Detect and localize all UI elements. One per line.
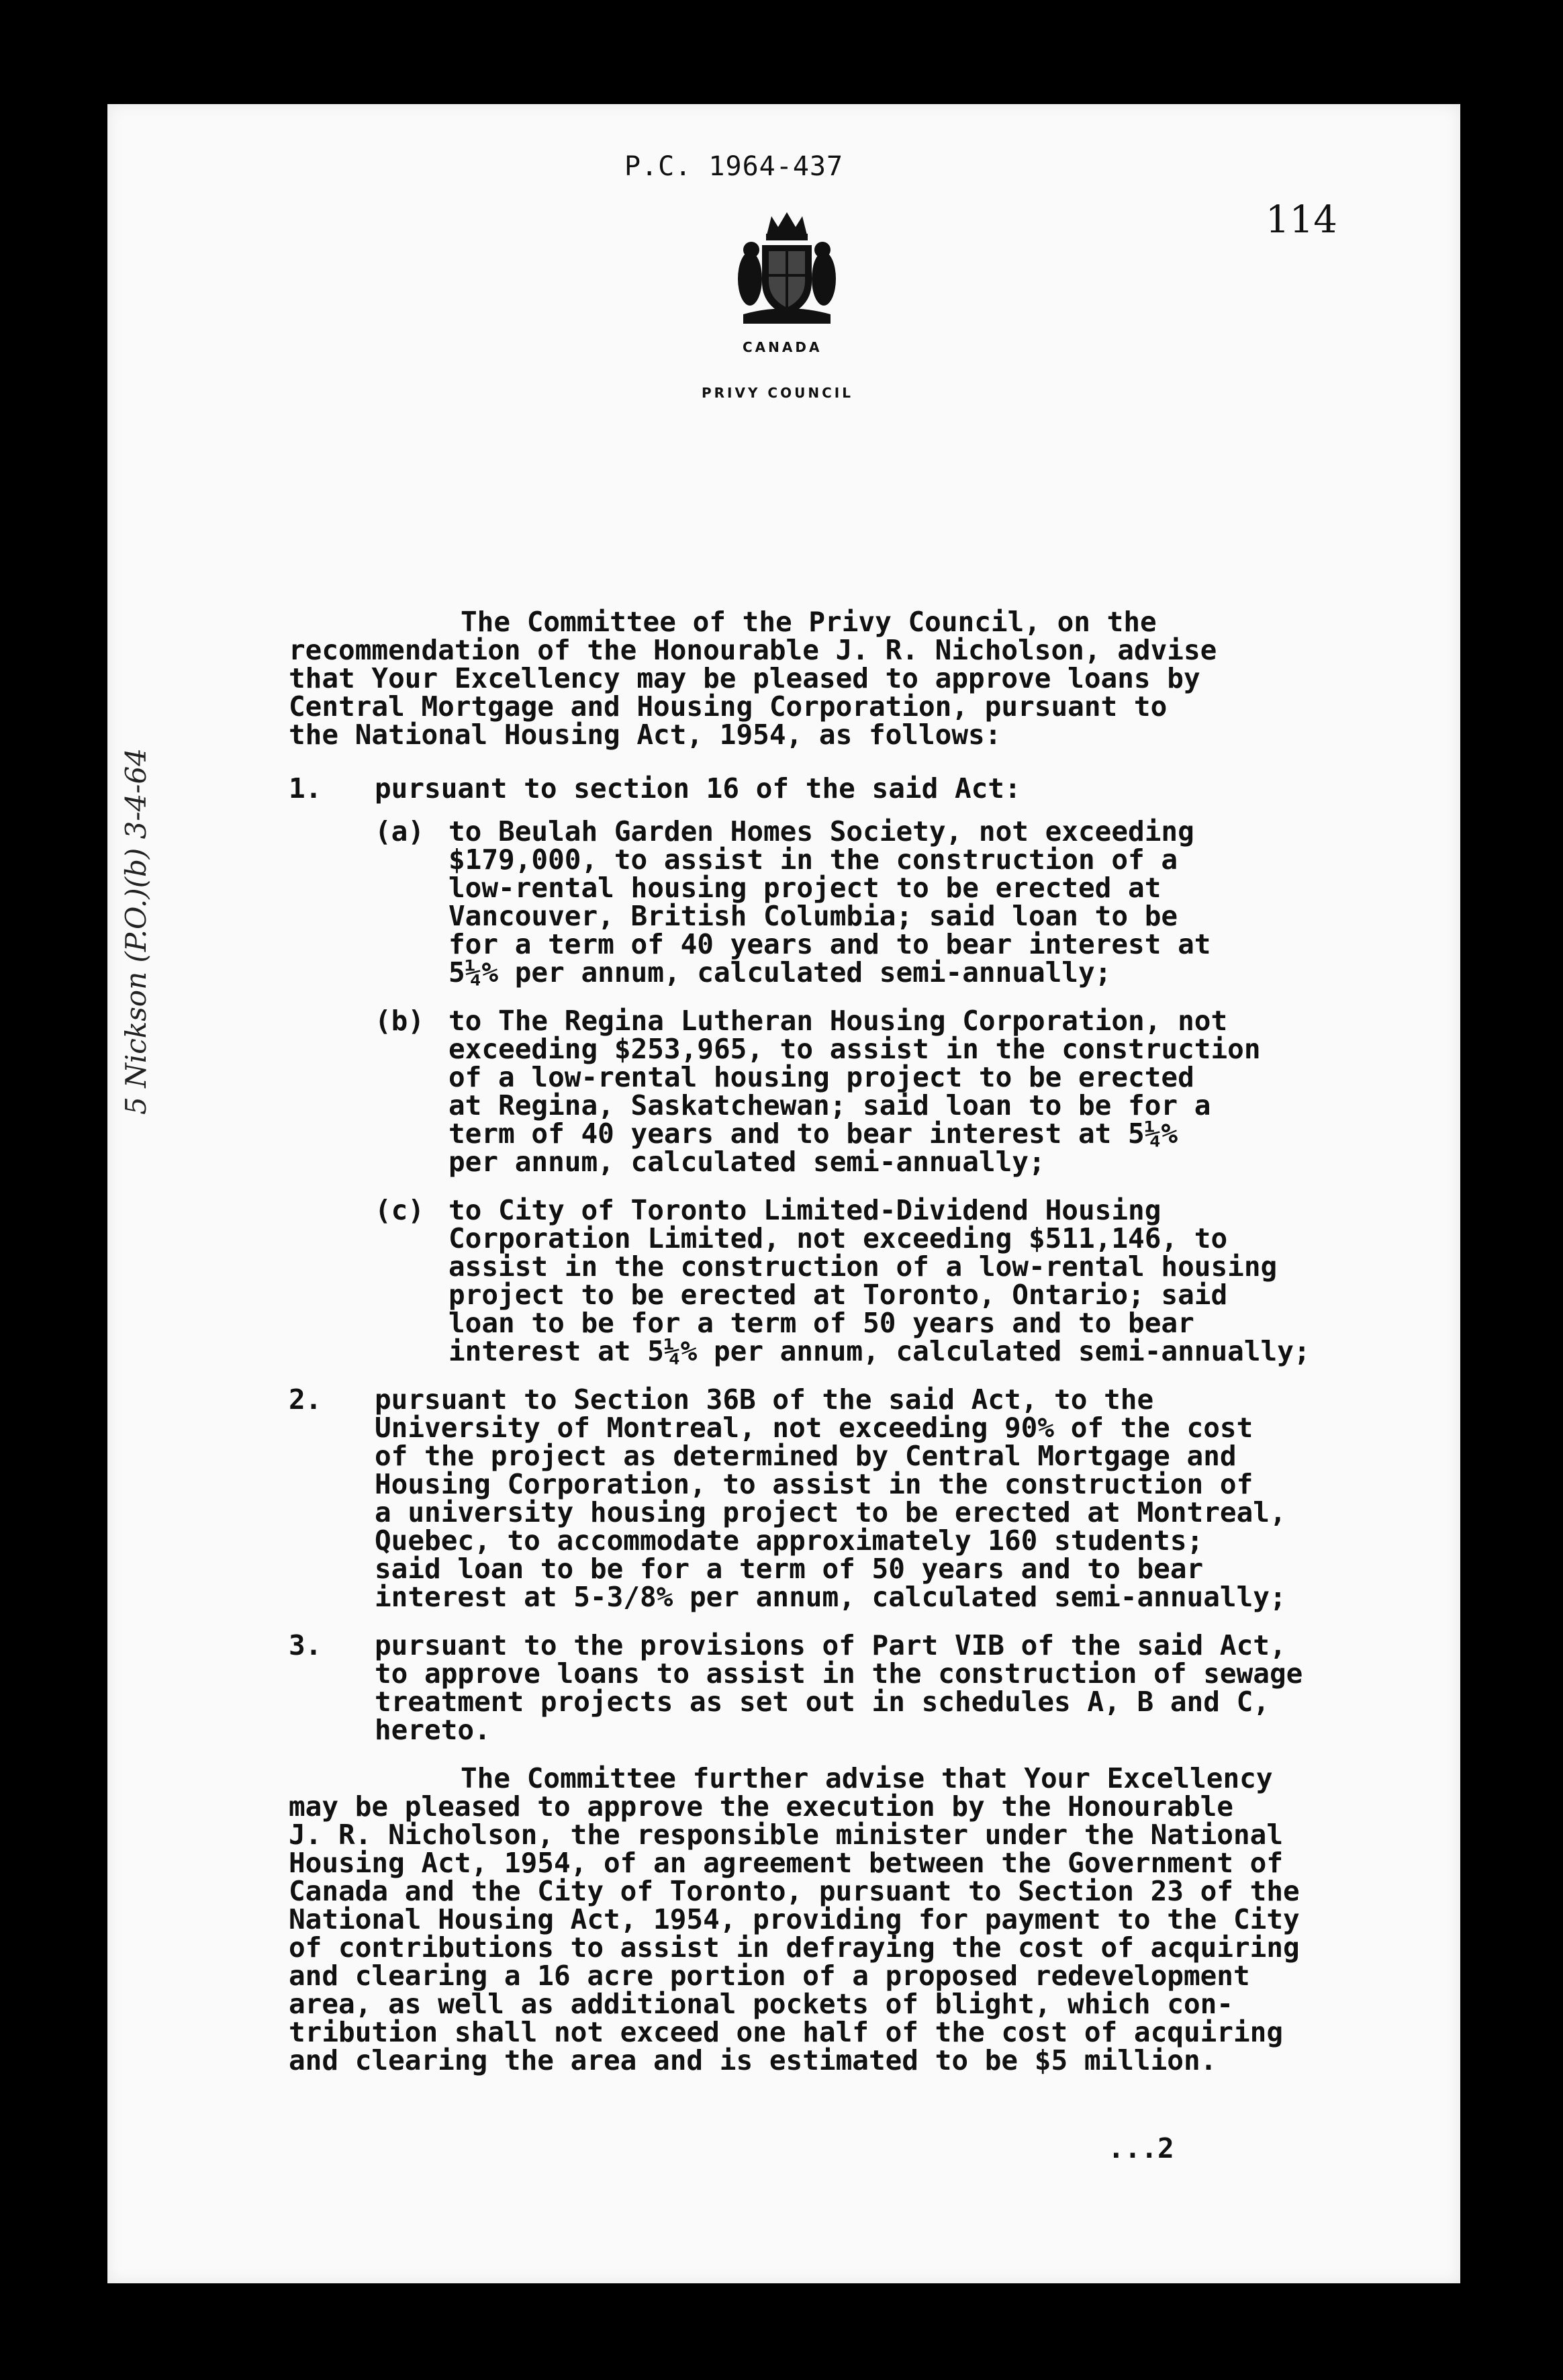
numbered-item-1	[289, 774, 1443, 1365]
sub-item-b	[289, 1007, 1443, 1176]
item-number: 1.	[289, 772, 322, 805]
item-text: pursuant to the provisions of Part VIB of the said Act, to approve loans to assist in the construction of sewage treatment projects as set out in schedules A, B and C, hereto.	[375, 1629, 1303, 1746]
numbered-item-2	[289, 1385, 1443, 1611]
sub-item-text: to Beulah Garden Homes Society, not exceeding $179,000, to assist in the construction of a low-rental housing project to be erected at Vancouver, British Columbia; said loan to be for a term of 40 years and to bear interest at 5¼% per annum, calculated semi-annually;	[448, 815, 1211, 989]
document-sheet	[107, 104, 1460, 2283]
item-text: pursuant to Section 36B of the said Act, to the University of Montreal, not exceeding 90% of the cost of the project as determined by Central Mortgage and Housing Corporation, to assist in the construction of a university housing project to be erected at Montreal, Quebec, to accommodate approximately 160 students; said loan to be for a term of 50 years and to bear interest at 5-3/8% per annum, calculated semi-annually;	[375, 1383, 1286, 1613]
sub-item-c	[289, 1196, 1443, 1365]
intro-paragraph: The Committee of the Privy Council, on the recommendation of the Honourable J. R. Nicholson, advise that Your Excellency may be pleased to approve loans by Central Mortgage and Housing Corporation, pursuant to the National Housing Act, 1954, as follows:	[289, 606, 1217, 751]
country-label: CANADA	[743, 339, 822, 355]
item-number: 3.	[289, 1629, 322, 1661]
item-number: 2.	[289, 1383, 322, 1416]
closing-paragraph: The Committee further advise that Your Excellency may be pleased to approve the execution by the Honourable J. R. Nicholson, the responsible minister under the National Housing Act, 1954, of an agreement between the Government of Canada and the City of Toronto, pursuant to Section 23 of the National Housing Act, 1954, providing for payment to the City of contributions to assist in defraying the cost of acquiring and clearing a 16 acre portion of a proposed redevelopment area, as well as additional pockets of blight, which con- tribution shall not exceed one half of the cost of acquiring and clearing the area and is estimated to be $5 million.	[289, 1762, 1300, 2076]
handwritten-margin-note: 5 Nickson (P.O.)(b) 3-4-64	[120, 748, 152, 1115]
numbered-item-3	[289, 1631, 1443, 1744]
royal-arms-crest-icon	[737, 208, 837, 326]
sub-item-letter: (b)	[375, 1005, 425, 1037]
sub-item-text: to The Regina Lutheran Housing Corporation, not exceeding $253,965, to assist in the construction of a low-rental housing project to be erected at Regina, Saskatchewan; said loan to be for a term of 40 years and to bear interest at 5¼% per annum, calculated semi-annually;	[448, 1005, 1261, 1178]
page-number: 114	[1266, 198, 1337, 242]
sub-item-a	[289, 817, 1443, 987]
sub-item-text: to City of Toronto Limited-Dividend Housing Corporation Limited, not exceeding $511,146, to assist in the construction of a low-rental housing project to be erected at Toronto, Ontario; said loan to be for a term of 50 years and to bear interest at 5¼% per annum, calculated semi-annually;	[448, 1194, 1311, 1367]
sub-item-letter: (c)	[375, 1194, 425, 1226]
council-label: PRIVY COUNCIL	[702, 385, 853, 401]
order-number: P.C. 1964-437	[624, 151, 844, 182]
item-text: pursuant to section 16 of the said Act:	[375, 772, 1021, 805]
continuation-marker: ...2	[1108, 2132, 1174, 2164]
order-body	[289, 608, 1443, 2100]
sub-item-letter: (a)	[375, 815, 425, 848]
